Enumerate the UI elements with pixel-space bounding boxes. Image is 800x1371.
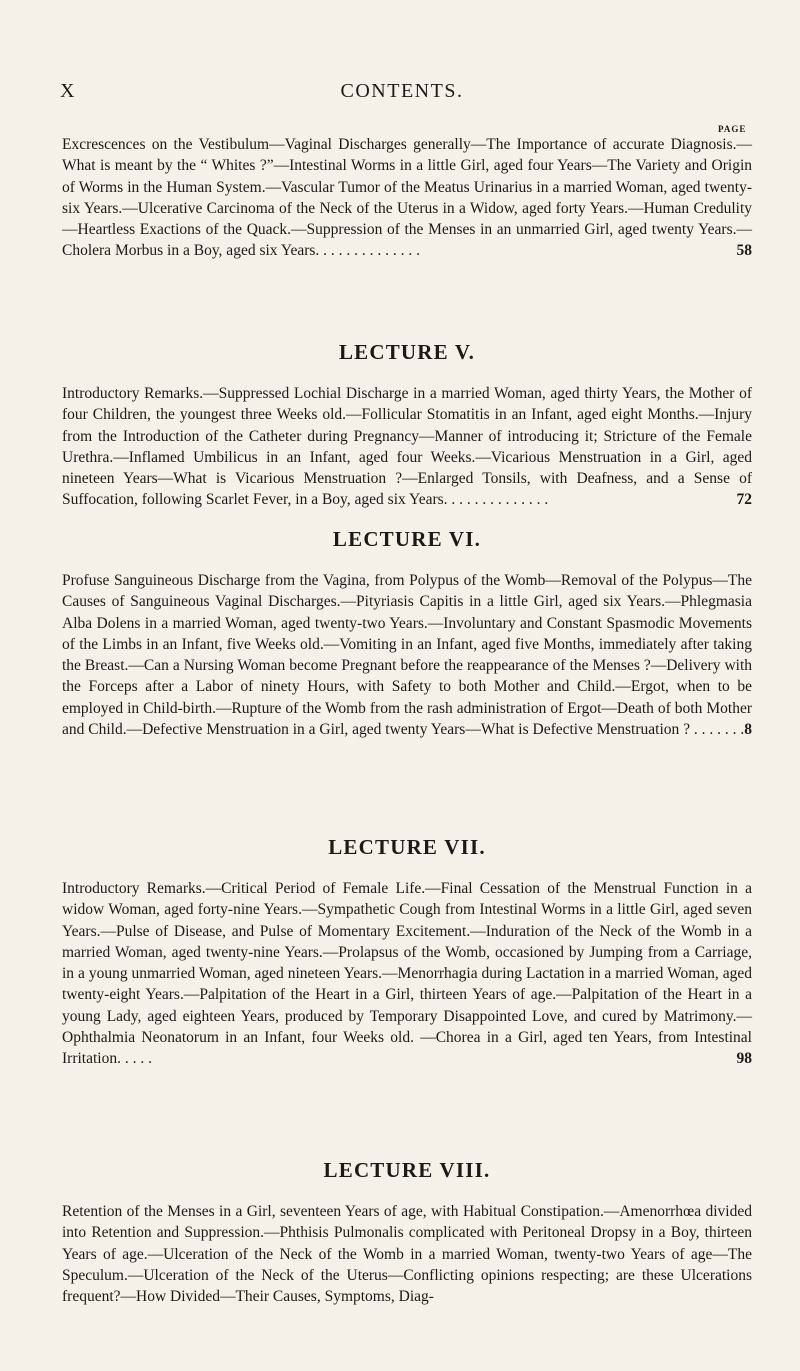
section-page-number: 98: [736, 1050, 752, 1068]
lecture-heading: LECTURE V.: [338, 340, 476, 364]
section-page-number: 58: [736, 242, 752, 260]
lecture-vi: [62, 527, 752, 740]
section-page-number: 72: [736, 491, 752, 509]
page-number-roman: X: [60, 80, 76, 102]
section-text: Profuse Sanguineous Discharge from the Vagina, from Polypus of the Womb—Removal of the Polypus—The Causes of Sanguineous Vaginal Discharges.—Pityriasis Capitis in a little Girl, aged six Years.—Phlegmasia Alba Dolens in a married Woman, aged twenty-two Years.—Involuntary and Constant Spasmodic Movements of the Limbs in an Infant, five Weeks old.—Vomiting in an Infant, aged five Months, immediately after taking the Breast.—Can a Nursing Woman become Pregnant before the reappearance of the Menses ?—Delivery with the Forceps after a Labor of ninety Hours, with Safety to both Mother and Child.—Ergot, when to be employed in Child-birth.—Rupture of the Womb from the rash administration of Ergot—Death of both Mother and Child.—Defective Menstruation in a Girl, aged twenty Years—What is Defective Menstruation ? . . . . . . . 8: [62, 570, 752, 740]
page-column-label: PAGE: [718, 124, 747, 134]
lecture-viii: [62, 1158, 752, 1307]
lecture-heading: LECTURE VII.: [328, 835, 486, 859]
section-text: Retention of the Menses in a Girl, seventeen Years of age, with Habitual Constipation.—Amenorrhœa divided into Retention and Suppression.—Phthisis Pulmonalis complicated with Peritoneal Dropsy in a Boy, thirteen Years of age.—Ulceration of the Neck of the Womb in a married Woman, twenty-two Years of age—The Speculum.—Ulceration of the Neck of the Uterus—Conflicting opinions respecting; are these Ulcerations frequent?—How Divided—Their Causes, Symptoms, Diag-: [62, 1203, 752, 1306]
lecture-heading: LECTURE VIII.: [323, 1158, 491, 1182]
lecture-heading: LECTURE VI.: [332, 527, 482, 551]
page-header: [60, 80, 744, 110]
page-title: CONTENTS.: [340, 80, 464, 102]
lecture-iv-continued: [62, 134, 752, 262]
section-text: Excrescences on the Vestibulum—Vaginal Discharges generally—The Importance of accurate Diagnosis.—What is meant by the “ Whites ?”—Intestinal Worms in a little Girl, aged four Years—The Variety and Origin of Worms in the Human System.—Vascular Tumor of the Meatus Urinarius in a married Woman, aged twenty-six Years.—Ulcerative Carcinoma of the Neck of the Uterus in a Widow, aged forty Years.—Human Credulity—Heartless Exactions of the Quack.—Suppression of the Menses in an unmarried Girl, aged twenty Years.—Cholera Morbus in a Boy, aged six Years. . . . . . . . . . . . . . 58: [62, 134, 752, 262]
section-page-number: 8: [744, 721, 752, 739]
lecture-v: [62, 340, 752, 511]
section-text: Introductory Remarks.—Suppressed Lochial Discharge in a married Woman, aged thirty Years, the Mother of four Children, the youngest three Weeks old.—Follicular Stomatitis in an Infant, aged eight Months.—Injury from the Introduction of the Catheter during Pregnancy—Manner of introducing it; Stricture of the Female Urethra.—Inflamed Umbilicus in an Infant, aged four Weeks.—Vicarious Menstruation in a Girl, aged nineteen Years—What is Vicarious Menstruation ?—Enlarged Tonsils, with Deafness, and a Sense of Suffocation, following Scarlet Fever, in a Boy, aged six Years. . . . . . . . . . . . . . 72: [62, 383, 752, 511]
lecture-vii: [62, 835, 752, 1070]
section-text: Introductory Remarks.—Critical Period of Female Life.—Final Cessation of the Menstrual Function in a widow Woman, aged forty-nine Years.—Sympathetic Cough from Intestinal Worms in a little Girl, aged seven Years.—Pulse of Disease, and Pulse of Momentary Excitement.—Induration of the Neck of the Womb in a married Woman, aged twenty-nine Years.—Prolapsus of the Womb, occasioned by Jumping from a Carriage, in a young unmarried Woman, aged nineteen Years.—Menorrhagia during Lactation in a married Woman, aged twenty-eight Years.—Palpitation of the Heart in a Girl, thirteen Years of age.—Palpitation of the Heart in a young Lady, aged eighteen Years, produced by Temporary Disappointed Love, and cured by Matrimony.—Ophthalmia Neonatorum in an Infant, four Weeks old. —Chorea in a Girl, aged ten Years, from Intestinal Irritation. . . . . 98: [62, 878, 752, 1070]
